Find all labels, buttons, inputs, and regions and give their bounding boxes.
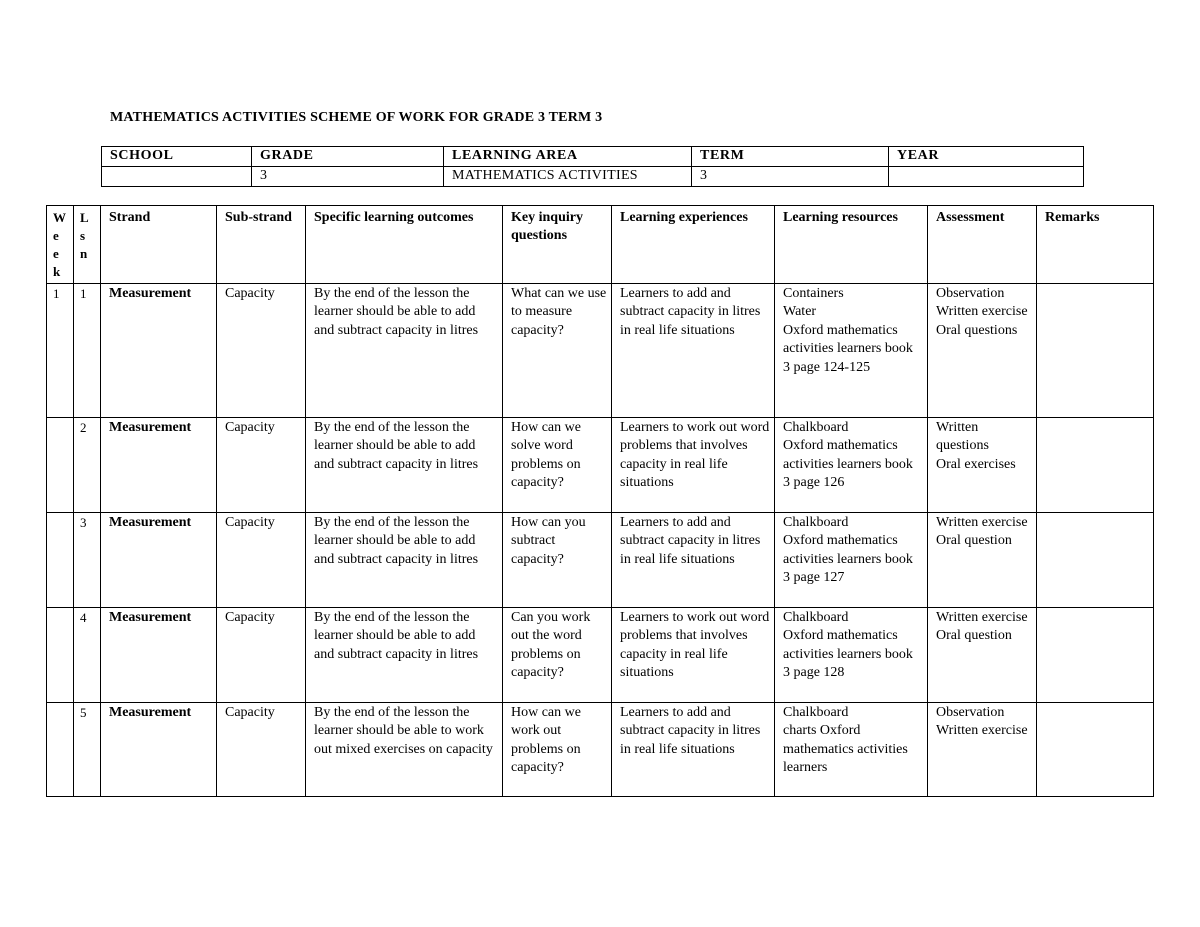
- document-title: MATHEMATICS ACTIVITIES SCHEME OF WORK FOR GRADE 3 TERM 3: [110, 110, 603, 125]
- resources-header: Learning resources: [775, 206, 928, 284]
- outcomes-cell: By the end of the lesson the learner should be able to add and subtract capacity in litres: [306, 418, 503, 513]
- grade-header: GRADE: [252, 147, 444, 167]
- questions-header: Key inquiry questions: [503, 206, 612, 284]
- resources-cell: Chalkboard Oxford mathematics activities learners book 3 page 126: [775, 418, 928, 513]
- year-value: [889, 167, 1084, 187]
- lesson-cell: 3: [74, 513, 101, 608]
- remarks-cell: [1037, 284, 1154, 418]
- strand-header: Strand: [101, 206, 217, 284]
- term-header: TERM: [692, 147, 889, 167]
- questions-cell: How can you subtract capacity?: [503, 513, 612, 608]
- table-row: [47, 513, 1154, 608]
- year-header: YEAR: [889, 147, 1084, 167]
- experiences-cell: Learners to work out word problems that involves capacity in real life situations: [612, 418, 775, 513]
- remarks-header: Remarks: [1037, 206, 1154, 284]
- outcomes-header: Specific learning outcomes: [306, 206, 503, 284]
- school-header: SCHOOL: [102, 147, 252, 167]
- remarks-cell: [1037, 513, 1154, 608]
- scheme-header-row: [47, 206, 1154, 284]
- experiences-cell: Learners to add and subtract capacity in litres in real life situations: [612, 284, 775, 418]
- strand-cell: Measurement: [101, 418, 217, 513]
- experiences-cell: Learners to add and subtract capacity in litres in real life situations: [612, 513, 775, 608]
- sub-strand-cell: Capacity: [217, 608, 306, 703]
- experiences-header: Learning experiences: [612, 206, 775, 284]
- info-value-row: [102, 167, 1084, 187]
- resources-cell: Chalkboard Oxford mathematics activities learners book 3 page 127: [775, 513, 928, 608]
- info-header-row: [102, 147, 1084, 167]
- table-row: [47, 608, 1154, 703]
- grade-value: 3: [252, 167, 444, 187]
- sub-strand-cell: Capacity: [217, 513, 306, 608]
- outcomes-cell: By the end of the lesson the learner should be able to add and subtract capacity in litres: [306, 284, 503, 418]
- outcomes-cell: By the end of the lesson the learner should be able to add and subtract capacity in litres: [306, 608, 503, 703]
- school-value: [102, 167, 252, 187]
- table-row: [47, 703, 1154, 797]
- experiences-cell: Learners to add and subtract capacity in litres in real life situations: [612, 703, 775, 797]
- week-cell: [47, 513, 74, 608]
- resources-cell: Chalkboard charts Oxford mathematics activities learners: [775, 703, 928, 797]
- strand-cell: Measurement: [101, 608, 217, 703]
- week-cell: [47, 418, 74, 513]
- outcomes-cell: By the end of the lesson the learner should be able to work out mixed exercises on capacity: [306, 703, 503, 797]
- questions-cell: How can we solve word problems on capacity?: [503, 418, 612, 513]
- lesson-cell: 1: [74, 284, 101, 418]
- lesson-cell: 5: [74, 703, 101, 797]
- strand-cell: Measurement: [101, 513, 217, 608]
- questions-cell: Can you work out the word problems on capacity?: [503, 608, 612, 703]
- remarks-cell: [1037, 703, 1154, 797]
- experiences-cell: Learners to work out word problems that involves capacity in real life situations: [612, 608, 775, 703]
- questions-cell: What can we use to measure capacity?: [503, 284, 612, 418]
- sub-strand-cell: Capacity: [217, 418, 306, 513]
- assessment-cell: Observation Written exercise: [928, 703, 1037, 797]
- assessment-cell: Written questions Oral exercises: [928, 418, 1037, 513]
- learning-area-header: LEARNING AREA: [444, 147, 692, 167]
- table-row: [47, 418, 1154, 513]
- assessment-header: Assessment: [928, 206, 1037, 284]
- term-value: 3: [692, 167, 889, 187]
- remarks-cell: [1037, 418, 1154, 513]
- sub-strand-header: Sub-strand: [217, 206, 306, 284]
- resources-cell: Containers Water Oxford mathematics activities learners book 3 page 124-125: [775, 284, 928, 418]
- sub-strand-cell: Capacity: [217, 703, 306, 797]
- week-cell: [47, 608, 74, 703]
- strand-cell: Measurement: [101, 284, 217, 418]
- table-row: [47, 284, 1154, 418]
- info-table: [101, 146, 1084, 187]
- assessment-cell: Observation Written exercise Oral questions: [928, 284, 1037, 418]
- week-cell: [47, 703, 74, 797]
- assessment-cell: Written exercise Oral question: [928, 608, 1037, 703]
- learning-area-value: MATHEMATICS ACTIVITIES: [444, 167, 692, 187]
- remarks-cell: [1037, 608, 1154, 703]
- questions-cell: How can we work out problems on capacity?: [503, 703, 612, 797]
- assessment-cell: Written exercise Oral question: [928, 513, 1037, 608]
- week-header: Week: [47, 206, 74, 284]
- outcomes-cell: By the end of the lesson the learner should be able to add and subtract capacity in litres: [306, 513, 503, 608]
- week-cell: 1: [47, 284, 74, 418]
- lesson-cell: 2: [74, 418, 101, 513]
- lesson-header: Lsn: [74, 206, 101, 284]
- lesson-cell: 4: [74, 608, 101, 703]
- scheme-table: [46, 205, 1154, 797]
- resources-cell: Chalkboard Oxford mathematics activities learners book 3 page 128: [775, 608, 928, 703]
- strand-cell: Measurement: [101, 703, 217, 797]
- sub-strand-cell: Capacity: [217, 284, 306, 418]
